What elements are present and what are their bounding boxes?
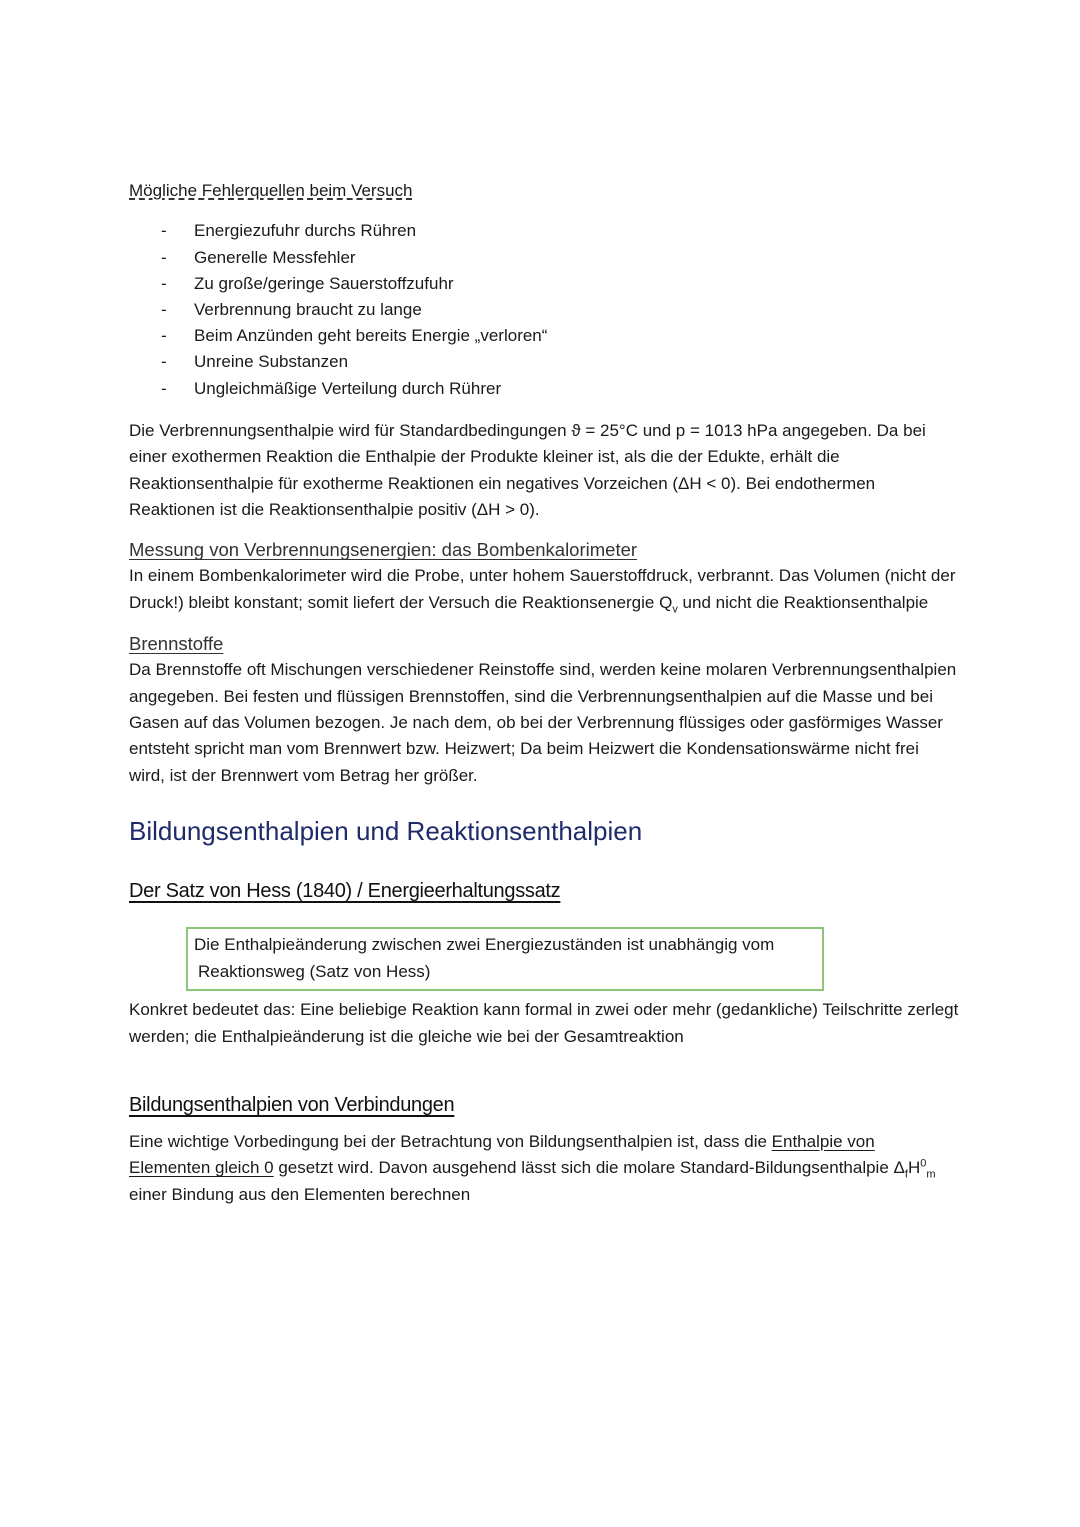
- hess-box-line-1: Die Enthalpieänderung zwischen zwei Energiezuständen ist unabhängig vom: [194, 935, 775, 955]
- section-heading-error-sources: Mögliche Fehlerquellen beim Versuch: [129, 181, 413, 200]
- hess-law-box: [186, 927, 824, 991]
- list-item: - Beim Anzünden geht bereits Energie „verloren“: [129, 323, 959, 349]
- subheading-fuels: Brennstoffe: [129, 633, 224, 655]
- list-item: - Verbrennung braucht zu lange: [129, 297, 959, 323]
- paragraph-bomb-calorimeter: In einem Bombenkalorimeter wird die Probe, unter hohem Sauerstoffdruck, verbrannt. Das Volumen (nicht der Druck!) bleibt konstant; somit liefert der Versuch die Reaktionsenergie $Q_v$ und nicht die Reaktionsenthalpie: [129, 566, 956, 616]
- dash-bullet: -: [161, 273, 167, 293]
- paragraph-fuels: Da Brennstoffe oft Mischungen verschiedener Reinstoffe sind, werden keine molaren Verbrennungsenthalpien angegeben. Bei festen und flüssigen Brennstoffen, sind die Verbrennungsenthalpien auf die Masse und bei Gasen auf das Volumen bezogen. Je nach dem, ob bei der Verbrennung flüssiges oder gasförmiges Wasser entsteht spricht man vom Brennwert bzw. Heizwert; Da beim Heizwert die Kondensationswärme nicht frei wird, ist der Brennwert vom Betrag her größer.: [129, 660, 957, 785]
- formation-enthalpy-symbol: $\Delta_fH^0_m$: [893, 1157, 936, 1181]
- heading-formation-reaction-enthalpies: Bildungsenthalpien und Reaktionsenthalpien: [129, 816, 643, 847]
- dash-bullet: -: [161, 352, 167, 372]
- heading-formation-enthalpies: Bildungsenthalpien von Verbindungen: [129, 1093, 455, 1116]
- list-item: - Energiezufuhr durchs Rühren: [129, 218, 959, 244]
- paragraph-formation-enthalpies: Eine wichtige Vorbedingung bei der Betrachtung von Bildungsenthalpien ist, dass die Enthalpie von Elementen gleich 0 gesetzt wird. Davon ausgehend lässt sich die molare Standard-Bildungsenthalpie $\Delta_fH^0_m$ einer Bindung aus den Elementen berechnen: [129, 1131, 936, 1204]
- hess-box-line-2: Reaktionsweg (Satz von Hess): [198, 961, 431, 981]
- paragraph-hess-explanation: Konkret bedeutet das: Eine beliebige Reaktion kann formal in zwei oder mehr (gedankliche) Teilschritte zerlegt werden; die Enthalpieänderung ist die gleiche wie bei der Gesamtreaktion: [129, 1000, 959, 1046]
- list-item: - Generelle Messfehler: [129, 245, 959, 271]
- dash-bullet: -: [161, 221, 167, 241]
- list-item: - Unreine Substanzen: [129, 349, 959, 375]
- dash-bullet: -: [161, 378, 167, 398]
- underlined-term: Enthalpie von Elementen gleich 0: [129, 1131, 875, 1178]
- subheading-bomb-calorimeter: Messung von Verbrennungsenergien: das Bombenkalorimeter: [129, 539, 638, 561]
- dash-bullet: -: [161, 326, 167, 346]
- document-page: [129, 178, 959, 1208]
- error-sources-list: [129, 218, 959, 401]
- heading-hess-law: Der Satz von Hess (1840) / Energieerhaltungssatz: [129, 880, 561, 903]
- paragraph-combustion-enthalpy: Die Verbrennungsenthalpie wird für Standardbedingungen ϑ = 25°C und p = 1013 hPa angegeben. Da bei einer exothermen Reaktion die Enthalpie der Produkte kleiner ist, als die der Edukte, erhält die Reaktionsenthalpie für exotherme Reaktionen ein negatives Vorzeichen (ΔH < 0). Bei endothermen Reaktionen ist die Reaktionsenthalpie positiv (ΔH > 0).: [129, 420, 926, 520]
- dash-bullet: -: [161, 300, 167, 320]
- list-item: - Zu große/geringe Sauerstoffzufuhr: [129, 271, 959, 297]
- dash-bullet: -: [161, 247, 167, 267]
- list-item: - Ungleichmäßige Verteilung durch Rührer: [129, 376, 959, 402]
